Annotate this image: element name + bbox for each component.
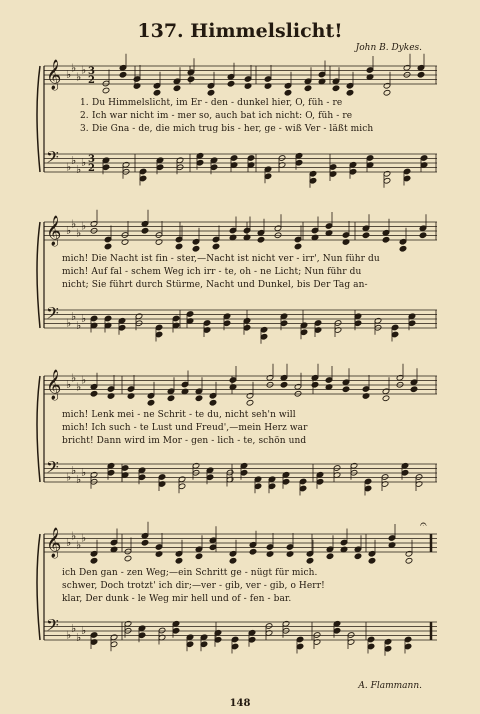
flat-icon: ♭ xyxy=(71,371,77,385)
note-head xyxy=(249,548,257,555)
note-head xyxy=(342,386,350,393)
flat-icon: ♭ xyxy=(66,224,72,237)
note-head xyxy=(209,399,217,406)
note-head xyxy=(119,71,127,78)
lyric-text: Ich war nicht im - mer so, auch bat ich nicht: O, füh - re xyxy=(92,111,353,121)
note-head xyxy=(368,557,376,564)
treble-clef-icon: 𝄞 xyxy=(46,370,62,400)
page-number: 148 xyxy=(229,698,251,709)
flat-icon: ♭ xyxy=(81,466,87,479)
lyric-text: mich! Die Nacht ist fin - ster,—Nacht ist nicht ver - irr', Nun führ du xyxy=(62,254,380,264)
note-head xyxy=(382,395,390,402)
note-head xyxy=(153,89,161,96)
verse-number: 3. xyxy=(80,124,89,134)
note-head xyxy=(147,399,155,406)
note-head xyxy=(284,89,292,96)
treble-clef-icon: 𝄞 xyxy=(46,60,62,90)
note-head xyxy=(311,381,319,388)
flat-icon: ♭ xyxy=(81,312,87,325)
flat-icon: ♭ xyxy=(81,373,87,387)
note-head xyxy=(167,395,175,402)
flat-icon: ♭ xyxy=(71,217,77,231)
note-head xyxy=(124,555,132,562)
note-head xyxy=(419,232,427,239)
flat-icon: ♭ xyxy=(66,160,72,174)
time-signature-digit: 2 xyxy=(88,163,95,174)
lyric-line xyxy=(0,568,480,580)
flat-icon: ♭ xyxy=(71,621,77,635)
flat-icon: ♭ xyxy=(76,538,82,552)
note-head xyxy=(294,243,302,250)
lyric-text: schwer, Doch trotzt' ich dir;—ver - gib, ver - gib, o Herr! xyxy=(62,581,325,591)
time-signature-digit: 3 xyxy=(88,154,95,165)
flat-icon: ♭ xyxy=(76,318,82,332)
lyric-line xyxy=(0,124,480,136)
fermata-icon: 𝄐 xyxy=(420,517,427,531)
note-head xyxy=(90,390,98,397)
treble-clef-icon: 𝄞 xyxy=(46,216,62,246)
hymn-title-text: Himmelslicht! xyxy=(190,20,343,42)
note-head xyxy=(104,243,112,250)
note-head xyxy=(212,243,220,250)
lyric-text: nicht; Sie führt durch Stürme, Nacht und Dunkel, bis Der Tag an- xyxy=(62,280,368,290)
flat-icon: ♭ xyxy=(71,529,77,543)
flat-icon: ♭ xyxy=(76,630,82,644)
flat-icon: ♭ xyxy=(66,536,72,549)
flat-icon: ♭ xyxy=(66,628,72,642)
lyric-line xyxy=(0,111,480,123)
note-head xyxy=(410,386,418,393)
flat-icon: ♭ xyxy=(81,63,87,77)
lyric-line xyxy=(0,436,480,448)
lyric-line xyxy=(0,581,480,593)
bass-clef-icon: 𝄢 xyxy=(46,147,59,171)
note-head xyxy=(175,557,183,564)
flat-icon: ♭ xyxy=(81,624,87,637)
note-head xyxy=(383,89,391,96)
flat-icon: ♭ xyxy=(76,162,82,176)
note-head xyxy=(304,85,312,92)
flat-icon: ♭ xyxy=(71,309,77,323)
note-head xyxy=(354,553,362,560)
flat-icon: ♭ xyxy=(66,68,72,81)
composer-credit: John B. Dykes. xyxy=(355,43,422,53)
lyric-text: bricht! Dann wird im Mor - gen - lich - te, schön und xyxy=(62,436,307,446)
bass-clef-icon: 𝄢 xyxy=(46,303,59,327)
note-head xyxy=(187,76,195,83)
flat-icon: ♭ xyxy=(66,316,72,330)
flat-icon: ♭ xyxy=(81,531,87,545)
time-signature-digit: 3 xyxy=(88,66,95,77)
flat-icon: ♭ xyxy=(81,156,87,169)
flat-icon: ♭ xyxy=(81,219,87,233)
lyric-text: mich! Auf fal - schem Weg ich irr - te, oh - ne Licht; Nun führ du xyxy=(62,267,362,277)
note-head xyxy=(332,85,340,92)
treble-clef-icon: 𝄞 xyxy=(46,528,62,558)
lyric-text: ich Den gan - zen Weg;—ein Schritt ge - nügt für mich. xyxy=(62,568,318,578)
verse-number: 1. xyxy=(80,98,89,108)
note-head xyxy=(405,557,413,564)
flat-icon: ♭ xyxy=(66,378,72,391)
note-head xyxy=(326,553,334,560)
note-head xyxy=(207,89,215,96)
flat-icon: ♭ xyxy=(76,70,82,84)
note-head xyxy=(141,227,149,234)
lyric-line xyxy=(0,254,480,266)
lyric-line xyxy=(0,410,480,422)
note-head xyxy=(399,245,407,252)
lyric-line xyxy=(0,98,480,110)
note-head xyxy=(227,80,235,87)
note-head xyxy=(90,557,98,564)
lyric-line xyxy=(0,594,480,606)
note-head xyxy=(229,557,237,564)
note-head xyxy=(175,243,183,250)
lyric-line xyxy=(0,423,480,435)
note-head xyxy=(382,236,390,243)
note-head xyxy=(306,557,314,564)
note-head xyxy=(102,87,110,94)
lyric-text: mich! Ich such - te Lust und Freud',—mein Herz war xyxy=(62,423,308,433)
flat-icon: ♭ xyxy=(76,380,82,394)
lyric-text: Du Himmelslicht, im Er - den - dunkel hier, O, füh - re xyxy=(92,98,343,108)
verse-number: 2. xyxy=(80,111,89,121)
arranger-credit: A. Flammann. xyxy=(358,681,422,691)
lyric-text: Die Gna - de, die mich trug bis - her, ge - wiß Ver - läßt mich xyxy=(92,124,374,134)
flat-icon: ♭ xyxy=(71,153,77,167)
lyric-line xyxy=(0,267,480,279)
note-head xyxy=(257,236,265,243)
note-head xyxy=(195,395,203,402)
flat-icon: ♭ xyxy=(66,470,72,484)
note-head xyxy=(246,399,254,406)
lyric-text: klar, Der dunk - le Weg mir hell und of - fen - bar. xyxy=(62,594,292,604)
note-head xyxy=(362,232,370,239)
flat-icon: ♭ xyxy=(71,61,77,75)
note-head xyxy=(173,85,181,92)
time-signature-digit: 2 xyxy=(88,75,95,86)
flat-icon: ♭ xyxy=(76,226,82,240)
note-head xyxy=(417,71,425,78)
lyric-line xyxy=(0,280,480,292)
note-head xyxy=(195,553,203,560)
hymn-number: 137. xyxy=(137,20,184,42)
lyric-text: mich! Lenk mei - ne Schrit - te du, nicht seh'n will xyxy=(62,410,296,420)
note-head xyxy=(141,539,149,546)
bass-clef-icon: 𝄢 xyxy=(46,457,59,481)
note-head xyxy=(280,381,288,388)
flat-icon: ♭ xyxy=(71,463,77,477)
note-head xyxy=(192,245,200,252)
bass-clef-icon: 𝄢 xyxy=(46,615,59,639)
note-head xyxy=(346,89,354,96)
flat-icon: ♭ xyxy=(76,472,82,486)
